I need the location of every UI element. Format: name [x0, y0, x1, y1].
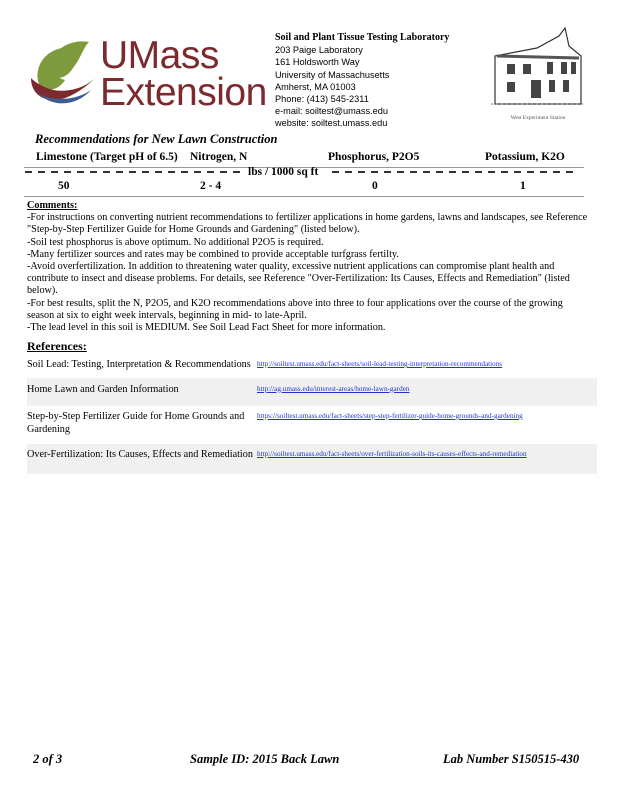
- recommendations-title: Recommendations for New Lawn Construction: [35, 132, 278, 146]
- lab-contact: [275, 32, 449, 130]
- reference-link[interactable]: http://soiltest.umass.edu/fact-sheets/over-fertilization-soils-its-causes-effects-and-remediation: [257, 450, 527, 458]
- lab-website: website: soiltest.umass.edu: [275, 118, 388, 129]
- reference-title: Over-Fertilization: Its Causes, Effects and Remediation: [27, 449, 253, 460]
- divider: [24, 196, 584, 197]
- lab-phone: Phone: (413) 545-2311: [275, 94, 369, 105]
- comment-line: -For best results, split the N, P2O5, and K2O recommendations above into three to four applications over the course of the growing season at six to eight week intervals, beginning in mid- to late-April.: [27, 297, 563, 321]
- logo-line1: UMass: [100, 34, 219, 77]
- reference-row: [27, 406, 597, 444]
- dash-rule: [25, 171, 243, 173]
- header-phosphorus: Phosphorus, P2O5: [328, 151, 420, 163]
- comments-heading: Comments:: [27, 200, 78, 211]
- header-limestone: Limestone (Target pH of 6.5): [36, 151, 178, 163]
- west-experiment-station-image: [487, 26, 589, 120]
- page-number: 2 of 3: [33, 752, 63, 766]
- comment-line: -For instructions on converting nutrient recommendations to fertilizer applications in home gardens, lawns and landscapes, see Reference "Step-by-Step Fertilizer Guide for Home Grounds and Gardening" (listed below).: [27, 212, 588, 236]
- comment-line: -The lead level in this soil is MEDIUM. See Soil Lead Fact Sheet for more information.: [27, 322, 386, 334]
- reference-title: Step-by-Step Fertilizer Guide for Home Grounds and Gardening: [27, 411, 245, 435]
- umass-extension-logo: [100, 34, 267, 114]
- units-label: lbs / 1000 sq ft: [248, 166, 319, 178]
- address-line: 203 Paige Laboratory: [275, 45, 363, 56]
- comment-line: -Avoid overfertilization. In addition to threatening water quality, excessive nutrient applications can compromise plant health and contribute to insect and disease problems. For details, see Reference "Over-Fertilization: Its Causes, Effects and Remediation" (listed below).: [27, 261, 570, 297]
- value-limestone: 50: [58, 180, 70, 192]
- reference-row: [27, 356, 597, 378]
- header-nitrogen: Nitrogen, N: [190, 151, 248, 163]
- reference-title: Soil Lead: Testing, Interpretation & Recommendations: [27, 359, 251, 370]
- sample-id: Sample ID: 2015 Back Lawn: [190, 752, 340, 766]
- station-caption: West Experiment Station: [510, 115, 566, 121]
- address-line: Amherst, MA 01003: [275, 81, 356, 92]
- dash-rule: [332, 171, 576, 173]
- value-nitrogen: 2 - 4: [200, 180, 222, 192]
- comment-line: -Soil test phosphorus is above optimum. No additional P2O5 is required.: [27, 236, 324, 248]
- reference-link[interactable]: http://ag.umass.edu/interest-areas/home-lawn-garden: [257, 384, 410, 393]
- umass-leaf-logo-icon: [25, 38, 97, 113]
- lab-email: e-mail: soiltest@umass.edu: [275, 106, 388, 117]
- reference-title: Home Lawn and Garden Information: [27, 383, 179, 395]
- header-potassium: Potassium, K2O: [485, 151, 565, 163]
- comment-line: -Many fertilizer sources and rates may be combined to provide acceptable turfgrass fertilty.: [27, 248, 399, 260]
- value-phosphorus: 0: [372, 180, 378, 192]
- reference-row: [27, 378, 597, 407]
- address-line: 161 Holdsworth Way: [275, 57, 360, 68]
- references-heading: References:: [27, 339, 87, 353]
- logo-line2: Extension: [100, 71, 267, 114]
- value-potassium: 1: [520, 180, 526, 192]
- comments-section: [27, 200, 592, 334]
- lab-number: Lab Number S150515-430: [443, 752, 580, 766]
- lab-name: Soil and Plant Tissue Testing Laboratory: [275, 32, 450, 43]
- reference-row: [27, 444, 597, 474]
- references-section: [27, 339, 597, 474]
- reference-link[interactable]: http://soiltest.umass.edu/fact-sheets/soil-lead-testing-interpretation-recommendations: [257, 360, 503, 368]
- address-line: University of Massachusetts: [275, 69, 390, 80]
- reference-link[interactable]: https://soiltest.umass.edu/fact-sheets/step-step-fertilizer-guide-home-grounds-and-gardening: [257, 412, 523, 420]
